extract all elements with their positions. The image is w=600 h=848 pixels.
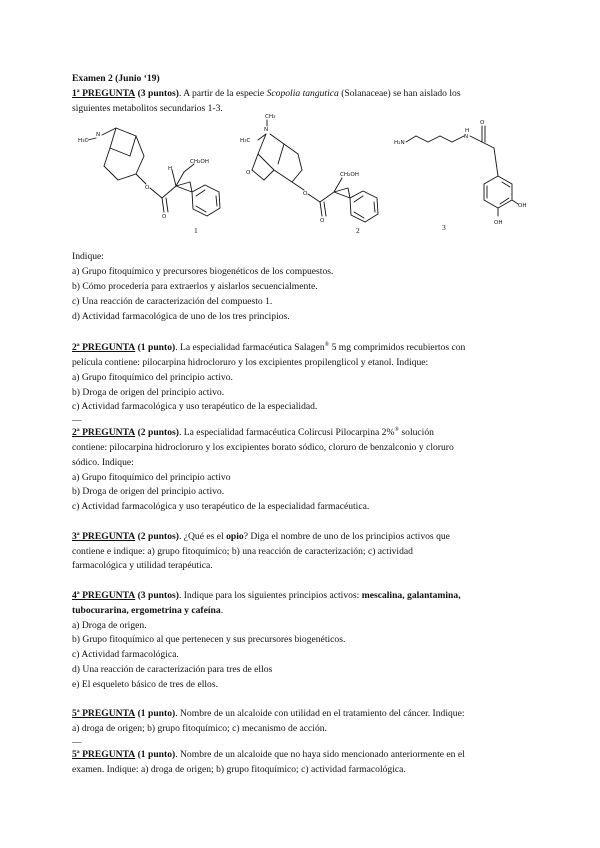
structure-2 <box>240 114 378 235</box>
q4-actives-2: tubocurarina, ergometrina y cafeína <box>72 604 221 616</box>
n-label-1: N <box>96 132 101 138</box>
q1-item-d: d) Actividad farmacológica de uno de los tres principios. <box>72 310 290 322</box>
q3-opio: opio <box>226 530 244 542</box>
exam-title: Examen 2 (Junio ‘19) <box>72 73 160 84</box>
q4-line2: tubocurarina, ergometrina y cafeína. <box>72 604 224 616</box>
o-epoxide-label-2: O <box>246 170 251 176</box>
q4-actives-1: mescalina, galantamina, <box>361 589 461 601</box>
q1-item-b: b) Cómo procedería para extraerlos y aislarlos secuencialmente. <box>72 280 318 292</box>
q3-text-b: ? Diga el nombre de uno de los principios activos que <box>243 530 450 542</box>
q1-item-c: c) Una reacción de caracterización del compuesto 1. <box>72 295 273 307</box>
oh-label-a: OH <box>518 203 527 209</box>
q4-item-e: e) El esqueleto básico de tres de ellos. <box>72 678 218 690</box>
q4-label: 4ª PREGUNTA <box>72 589 136 601</box>
q5b-line1 <box>72 748 532 763</box>
q5b-text: . Nombre de un alcaloide que no haya sido mencionado anteriormente en el <box>175 748 465 760</box>
q1-text-a: . A partir de la especie <box>178 87 267 99</box>
q1-indique: Indique: <box>72 251 104 263</box>
q1-species: Scopolia tangutica <box>266 87 339 99</box>
q2-item-b: b) Droga de origen del principio activo. <box>72 386 225 398</box>
q5-label: 5ª PREGUNTA <box>72 708 136 720</box>
o-carbonyl-label-2: O <box>320 218 325 224</box>
structure-3 <box>394 120 527 232</box>
q2-item-c: c) Actividad farmacológica y uso terapéutico de la especialidad. <box>72 401 318 413</box>
ch2oh-label-1: CH₂OH <box>190 159 209 165</box>
q4-item-b: b) Grupo fitoquímico al que pertenecen y sus precursores biogenéticos. <box>72 634 346 646</box>
q3-line1 <box>72 530 532 545</box>
structure-label-2: 2 <box>356 226 360 235</box>
structure-label-1: 1 <box>194 226 198 235</box>
ch2oh-label-2: CH₂OH <box>340 172 359 178</box>
q2-points: (1 punto) <box>137 342 176 354</box>
h-label-3: H <box>465 128 470 134</box>
q1-label: 1ª PREGUNTA <box>72 87 136 99</box>
o-ester-label-1: O <box>145 185 150 191</box>
q5-text: . Nombre de un alcaloide con utilidad en el tratamiento del cáncer. Indique: <box>175 708 465 720</box>
q2b-item-c: c) Actividad farmacológica y uso terapéutico de la especialidad farmacéutica. <box>72 501 370 513</box>
separator-1: — <box>72 415 82 427</box>
q2b-line1 <box>72 426 532 441</box>
n-label-3: N <box>464 134 469 140</box>
q2-item-a: a) Grupo fitoquímico del principio activo. <box>72 371 233 383</box>
q2b-text-a: . La especialidad farmacéutica Colircusi Pilocarpina 2% <box>178 427 395 439</box>
o-label-3: O <box>480 120 485 126</box>
q5-points: (1 punto) <box>137 708 176 720</box>
h-label-1: H <box>168 166 173 172</box>
q5b-points: (1 punto) <box>137 748 176 760</box>
q4-item-a: a) Droga de origen. <box>72 619 147 631</box>
structure-label-3: 3 <box>442 223 446 232</box>
q2-label: 2ª PREGUNTA <box>72 342 136 354</box>
q2-text-a: . La especialidad farmacéutica Salagen <box>175 342 325 354</box>
q4-points: (3 puntos) <box>137 589 179 601</box>
q5b-label: 5ª PREGUNTA <box>72 748 136 760</box>
q3-line3: farmacológica y utilidad terapéutica. <box>72 560 213 572</box>
q3-line2: contiene e indique: a) grupo fitoquímico; b) una reacción de caracterización; c) actividad <box>72 545 413 557</box>
q1-line2: siguientes metabolitos secundarios 1-3. <box>72 102 223 114</box>
q1-line1 <box>72 87 532 102</box>
h3c-label-1: H₃C <box>78 138 89 144</box>
q3-points: (2 puntos) <box>137 530 179 542</box>
q1-item-a: a) Grupo fitoquímico y precursores biogenéticos de los compuestos. <box>72 266 334 278</box>
q1-points: (3 puntos) <box>137 87 179 99</box>
q5b-line2: examen. Indique: a) droga de origen; b) grupo fitoquímico; c) actividad farmacológica. <box>72 763 406 775</box>
q3-label: 3ª PREGUNTA <box>72 530 136 542</box>
structure-1 <box>78 128 220 235</box>
q2-line2: película contiene: pilocarpina hidrocloruro y los excipientes propilenglicol y etanol. Indique: <box>72 356 429 368</box>
q2-text-b: 5 mg comprimidos recubiertos con <box>329 342 466 354</box>
q2b-item-b: b) Droga de origen del principio activo. <box>72 486 225 498</box>
q2-line1 <box>72 341 532 356</box>
q3-text-a: . ¿Qué es el <box>178 530 227 542</box>
separator-2: — <box>72 736 82 748</box>
q4-line1 <box>72 589 532 604</box>
oh-label-b: OH <box>494 220 503 226</box>
q2b-line2: contiene: pilocarpina hidrocloruro y los excipientes borato sódico, cloruro de benzalconio y cloruro <box>72 441 454 453</box>
chemical-structures <box>72 114 542 236</box>
o-carbonyl-label-1: O <box>162 214 167 220</box>
q5-line1 <box>72 707 532 722</box>
o-ester-label-2: O <box>303 191 308 197</box>
q4-text-a: . Indique para los siguientes principios activos: <box>178 589 362 601</box>
q2-reg: ® <box>324 341 330 348</box>
q2b-text-b: solución <box>399 427 434 439</box>
q2b-line3: sódico. Indique: <box>72 456 134 468</box>
h3c-label-2: H₃C <box>240 138 251 144</box>
q4-item-d: d) Una reacción de caracterización para tres de ellos <box>72 663 273 675</box>
q2b-points: (2 puntos) <box>137 427 179 439</box>
q2b-reg: ® <box>394 426 400 433</box>
q2b-item-a: a) Grupo fitoquímico del principio activo <box>72 471 231 483</box>
n-label-2: N <box>264 127 269 133</box>
q2b-label: 2ª PREGUNTA <box>72 427 136 439</box>
q5-line2: a) droga de origen; b) grupo fitoquímico; c) mecanismo de acción. <box>72 723 327 735</box>
q1-text-b: (Solanaceae) se han aislado los <box>338 87 461 99</box>
q4-item-c: c) Actividad farmacológica. <box>72 649 179 661</box>
h2n-label-3: H₂N <box>394 140 405 146</box>
ch3-label-2: CH₃ <box>265 114 276 120</box>
